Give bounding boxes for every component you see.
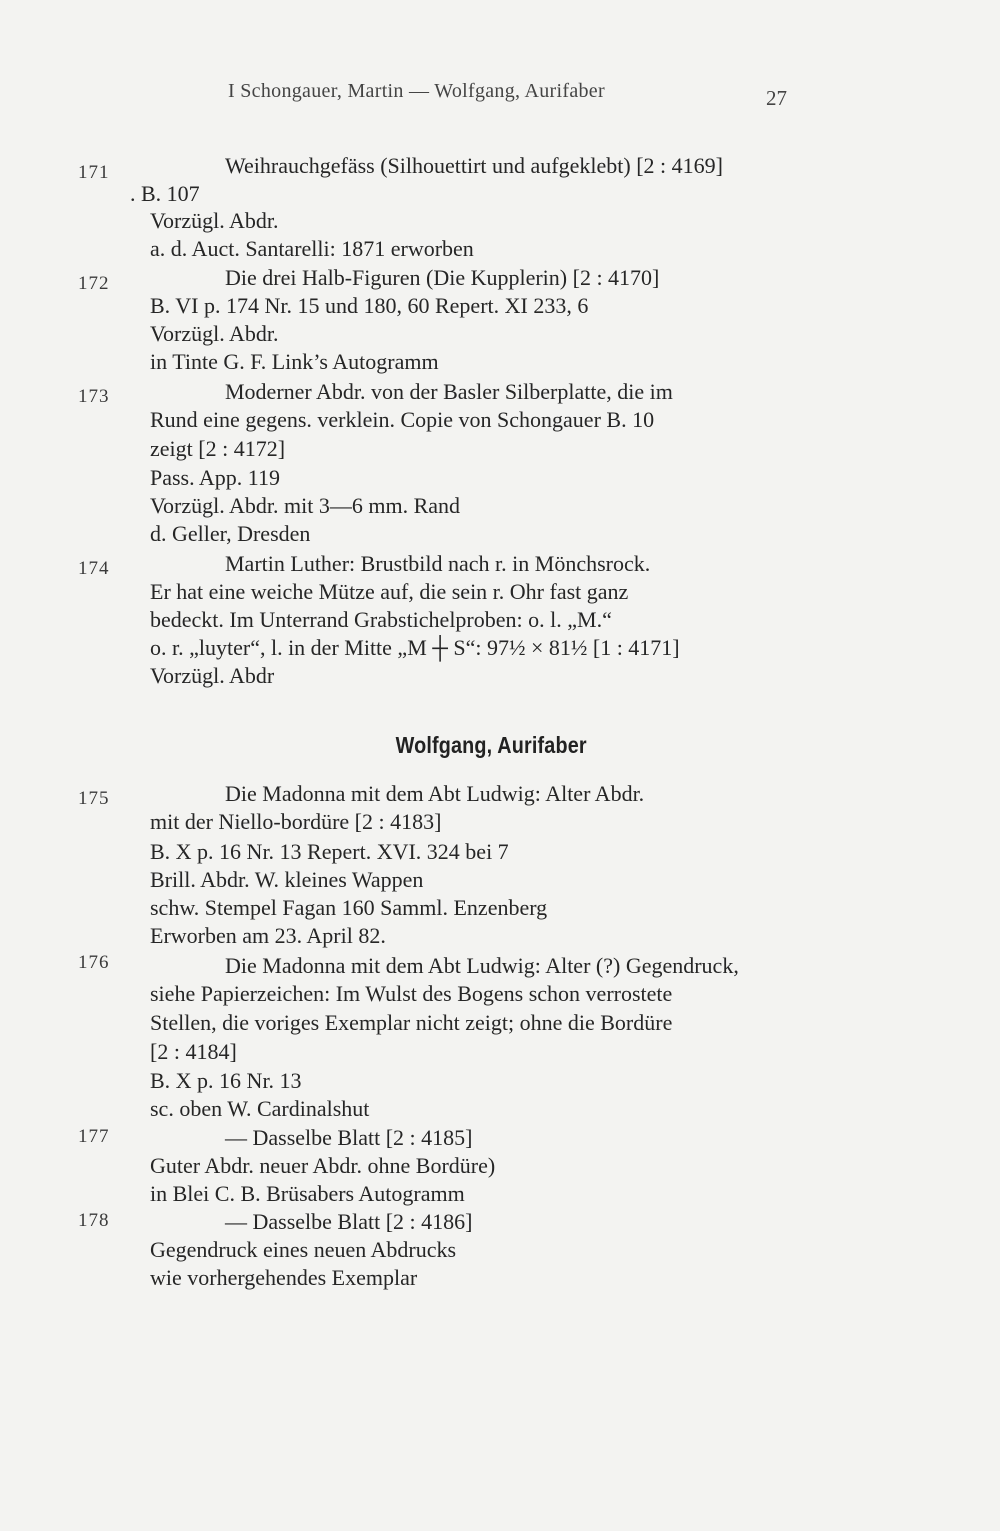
entry-line: Guter Abdr. neuer Abdr. ohne Bordüre) (150, 1153, 496, 1178)
section-heading: Wolfgang, Aurifaber (395, 732, 587, 758)
entry-line: Brill. Abdr. W. kleines Wappen (150, 867, 424, 892)
entry-line: . B. 107 (130, 181, 200, 206)
entry-number: 174 (78, 558, 110, 579)
entry-number: 172 (78, 273, 110, 294)
entry-line: Moderner Abdr. von der Basler Silberplatte, die im (225, 379, 673, 404)
entry-line: [2 : 4184] (150, 1039, 237, 1064)
entry-line: mit der Niello-bordüre [2 : 4183] (150, 809, 442, 834)
entry-line: Vorzügl. Abdr. (150, 321, 279, 346)
entry-line: B. VI p. 174 Nr. 15 und 180, 60 Repert. XI 233, 6 (150, 293, 589, 318)
entry-number: 175 (78, 788, 110, 809)
entry-line: sc. oben W. Cardinalshut (150, 1096, 370, 1121)
entry-number: 177 (78, 1126, 110, 1147)
entry-line: B. X p. 16 Nr. 13 Repert. XVI. 324 bei 7 (150, 839, 509, 864)
entry-line: Er hat eine weiche Mütze auf, die sein r. Ohr fast ganz (150, 579, 629, 604)
entry-line: — Dasselbe Blatt [2 : 4186] (225, 1209, 473, 1234)
entry-line: Vorzügl. Abdr. mit 3—6 mm. Rand (150, 493, 461, 518)
entry-number: 176 (78, 952, 110, 973)
entry-line: Vorzügl. Abdr (150, 663, 275, 688)
entry-line: d. Geller, Dresden (150, 521, 311, 546)
entry-line: o. r. „luyter“, l. in der Mitte „M ┼ S“: 97½ × 81½ [1 : 4171] (150, 635, 680, 660)
entry-line: Die Madonna mit dem Abt Ludwig: Alter (?) Gegendruck, (225, 953, 739, 978)
entry-line: Die Madonna mit dem Abt Ludwig: Alter Abdr. (225, 781, 645, 806)
entry-line: bedeckt. Im Unterrand Grabstichelproben: o. l. „M.“ (150, 607, 612, 632)
entry-line: zeigt [2 : 4172] (150, 436, 286, 461)
entry-line: B. X p. 16 Nr. 13 (150, 1068, 302, 1093)
entry-line: in Blei C. B. Brüsabers Autogramm (150, 1181, 465, 1206)
page-number: 27 (766, 86, 787, 110)
running-title: I Schongauer, Martin — Wolfgang, Aurifaber (228, 80, 605, 102)
entry-line: siehe Papierzeichen: Im Wulst des Bogens schon verrostete (150, 981, 673, 1006)
entry-number: 171 (78, 162, 110, 183)
entry-number: 178 (78, 1210, 110, 1231)
entry-line: Weihrauchgefäss (Silhouettirt und aufgeklebt) [2 : 4169] (225, 153, 723, 178)
entry-line: wie vorhergehendes Exemplar (150, 1265, 418, 1290)
entry-line: — Dasselbe Blatt [2 : 4185] (225, 1125, 473, 1150)
entry-line: Erworben am 23. April 82. (150, 923, 386, 948)
entry-line: schw. Stempel Fagan 160 Samml. Enzenberg (150, 895, 548, 920)
entry-line: Pass. App. 119 (150, 465, 280, 490)
entry-line: Die drei Halb-Figuren (Die Kupplerin) [2 : 4170] (225, 265, 660, 290)
entry-line: in Tinte G. F. Link’s Autogramm (150, 349, 439, 374)
entry-line: Rund eine gegens. verklein. Copie von Schongauer B. 10 (150, 407, 655, 432)
entry-line: Gegendruck eines neuen Abdrucks (150, 1237, 457, 1262)
entry-line: Stellen, die voriges Exemplar nicht zeigt; ohne die Bordüre (150, 1010, 673, 1035)
entry-number: 173 (78, 386, 110, 407)
running-header (0, 80, 1000, 110)
entry-line: a. d. Auct. Santarelli: 1871 erworben (150, 236, 474, 261)
entry-line: Martin Luther: Brustbild nach r. in Mönchsrock. (225, 551, 651, 576)
entry-line: Vorzügl. Abdr. (150, 208, 279, 233)
